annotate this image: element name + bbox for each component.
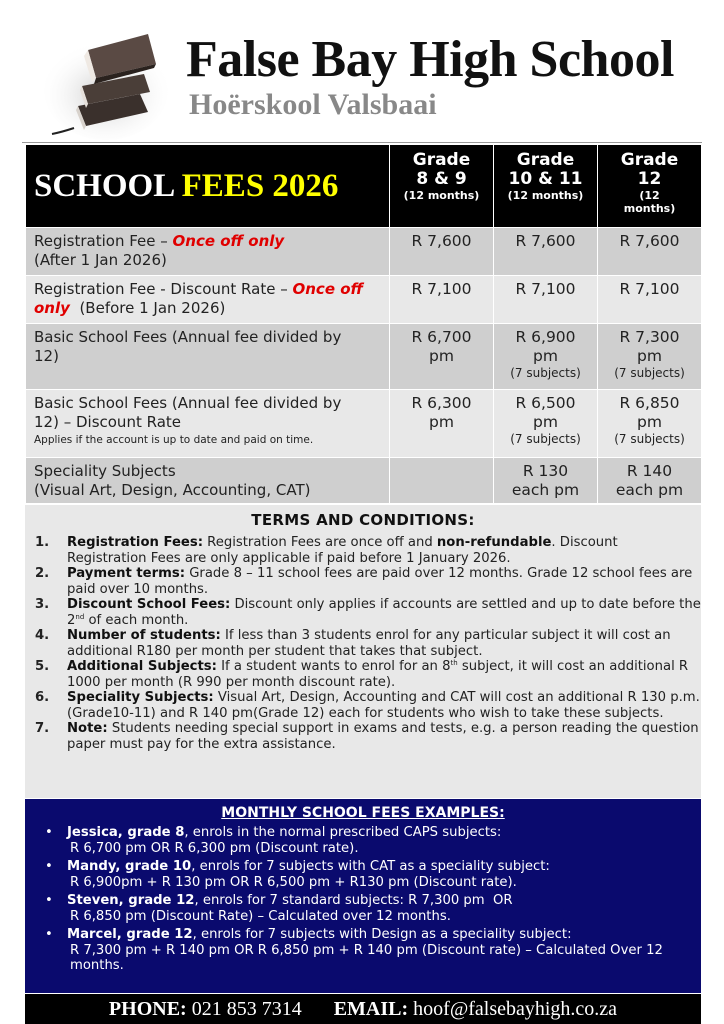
bullet-icon: • (45, 825, 53, 840)
example-item: • Steven, grade 12, enrols for 7 standard subjects: R 7,300 pm OR R 6,850 pm (Discount Rate) – Calculated over 12 months. (45, 893, 513, 924)
email-address[interactable]: hoof@falsebayhigh.co.za (413, 998, 618, 1020)
examples-title: MONTHLY SCHOOL FEES EXAMPLES: (221, 805, 505, 821)
terms-title: TERMS AND CONDITIONS: (251, 511, 475, 529)
fees-table (25, 144, 702, 504)
example-item: • Jessica, grade 8, enrols in the normal prescribed CAPS subjects: R 6,700 pm OR R 6,300 pm (Discount rate). (45, 825, 502, 856)
fee-value: R 7,600 (494, 228, 598, 276)
fees-title-highlight: FEES 2026 (181, 167, 339, 204)
table-row (26, 458, 702, 504)
example-item: • Mandy, grade 10, enrols for 7 subjects with CAT as a speciality subject: R 6,900pm + R 130 pm OR R 6,500 pm + R130 pm (Discount rate). (45, 859, 550, 890)
row-description: Registration Fee - Discount Rate – Once off only (Before 1 Jan 2026) (26, 276, 390, 324)
row-description: Basic School Fees (Annual fee divided by 12) (26, 324, 390, 390)
table-row (26, 324, 702, 390)
school-name: False Bay High School (186, 31, 674, 88)
term-item: 1. Registration Fees: Registration Fees are once off and non-refundable. Discount Registration Fees are only applicable if paid before 1 January 2026. (35, 535, 618, 566)
fees-table-header (26, 145, 702, 228)
fee-value: R 7,300 pm (7 subjects) (598, 324, 702, 390)
fee-value: R 7,100 (390, 276, 494, 324)
row-description: Speciality Subjects (Visual Art, Design, Accounting, CAT) (26, 458, 390, 504)
discount-note: Applies if the account is up to date and paid on time. (34, 434, 314, 446)
fee-value: R 7,100 (494, 276, 598, 324)
term-item: 2. Payment terms: Grade 8 – 11 school fees are paid over 12 months. Grade 12 school fees are paid over 10 months. (35, 566, 693, 597)
table-row (26, 228, 702, 276)
contact-footer (25, 994, 701, 1024)
row-description: Basic School Fees (Annual fee divided by 12) – Discount Rate Applies if the account is up to date and paid on time. (26, 390, 390, 458)
bullet-icon: • (45, 859, 53, 874)
term-item: 4. Number of students: If less than 3 students enrol for any particular subject it will cost an additional R180 per month per student that takes that subject. (35, 628, 671, 659)
fee-value-empty (390, 458, 494, 504)
fee-value: R 130 each pm (494, 458, 598, 504)
column-header-grade-8-9: Grade 8 & 9 (12 months) (390, 145, 494, 228)
bullet-icon: • (45, 893, 53, 908)
column-header-grade-10-11: Grade 10 & 11 (12 months) (494, 145, 598, 228)
term-item: 7. Note: Students needing special support in exams and tests, e.g. a person reading the question paper must pay for the extra assistance. (35, 721, 699, 752)
fee-value: R 6,850 pm (7 subjects) (598, 390, 702, 458)
fee-value: R 7,600 (390, 228, 494, 276)
fee-value: R 6,500 pm (7 subjects) (494, 390, 598, 458)
term-item: 6. Speciality Subjects: Visual Art, Design, Accounting and CAT will cost an additional R 130 p.m. (Grade10-11) and R 140 pm(Grade 12) each for students who wish to take these subjects. (35, 690, 700, 721)
phone-label: PHONE: (108, 998, 187, 1020)
table-row (26, 390, 702, 458)
fee-value: R 6,700 pm (390, 324, 494, 390)
fees-title: SCHOOL FEES 2026 (26, 145, 390, 228)
fee-value: R 7,600 (598, 228, 702, 276)
term-item: 5. Additional Subjects: If a student wants to enrol for an 8th subject, it will cost an additional R 1000 per month (R 990 per month discount rate). (35, 659, 689, 690)
row-description: Registration Fee – Once off only (After 1 Jan 2026) (26, 228, 390, 276)
once-off-emphasis: Once off only (34, 280, 364, 317)
examples-section (25, 799, 701, 993)
header-divider (22, 142, 702, 143)
header (0, 0, 724, 142)
examples-list (25, 825, 701, 974)
term-item: 3. Discount School Fees: Discount only applies if accounts are settled and up to date before the 2nd of each month. (35, 597, 701, 628)
stacked-books-icon (44, 28, 176, 140)
fee-value: R 140 each pm (598, 458, 702, 504)
terms-list (25, 535, 701, 752)
terms-section (25, 505, 701, 798)
example-item: • Marcel, grade 12, enrols for 7 subjects with Design as a speciality subject: R 7,300 pm + R 140 pm OR R 6,850 pm + R 140 pm (Discount rate) – Calculated Over 12 months. (45, 927, 663, 973)
bullet-icon: • (45, 927, 53, 942)
fee-value: R 6,900 pm (7 subjects) (494, 324, 598, 390)
once-off-emphasis: Once off only (172, 232, 285, 250)
school-name-afrikaans: Hoërskool Valsbaai (189, 88, 437, 121)
fee-value: R 6,300 pm (390, 390, 494, 458)
table-row (26, 276, 702, 324)
phone-number[interactable]: 021 853 7314 (191, 998, 302, 1020)
fee-value: R 7,100 (598, 276, 702, 324)
column-header-grade-12: Grade 12 (12 months) (598, 145, 702, 228)
email-label: EMAIL: (333, 998, 409, 1020)
